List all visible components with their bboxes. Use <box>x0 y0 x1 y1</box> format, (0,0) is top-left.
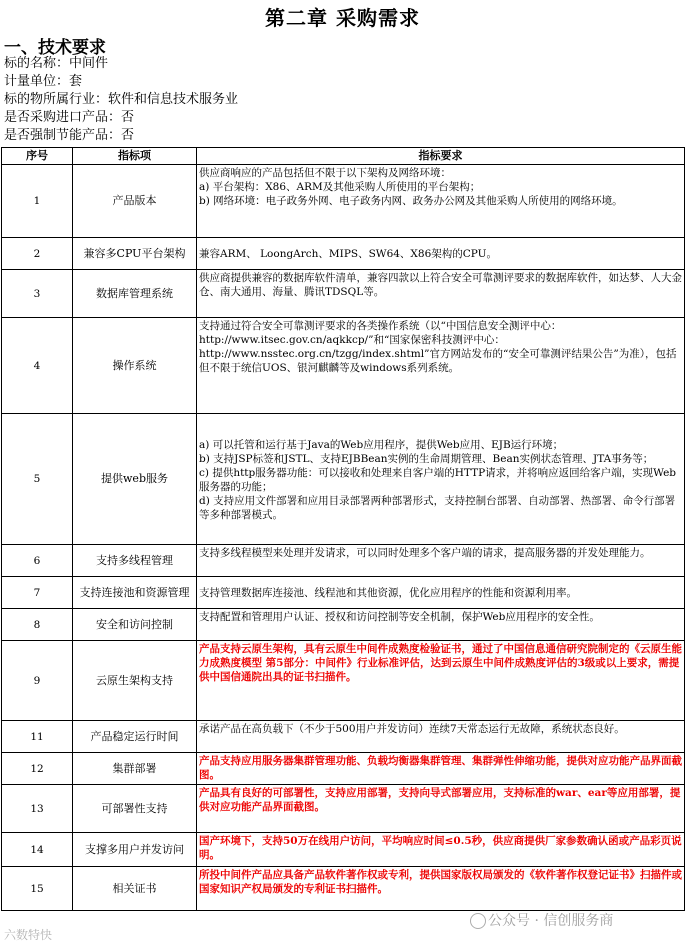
row-num: 12 <box>2 753 73 785</box>
row-requirement: 兼容ARM、 LoongArch、MIPS、SW64、X86架构的CPU。 <box>197 238 685 270</box>
table-row <box>2 577 685 609</box>
row-num: 13 <box>2 785 73 833</box>
row-num: 15 <box>2 867 73 911</box>
watermark-right <box>470 910 613 930</box>
table-row <box>2 721 685 753</box>
row-requirement: 支持配置和管理用户认证、授权和访问控制等安全机制，保护Web应用程序的安全性。 <box>197 609 685 641</box>
meta-unit: 计量单位：套 <box>4 74 83 89</box>
watermark-right-text: 公众号 · 信创服务商 <box>488 913 614 929</box>
row-requirement: 供应商提供兼容的数据库软件清单，兼容四款以上符合安全可靠测评要求的数据库软件，如达梦、人大金仓、南大通用、海量、腾讯TDSQL等。 <box>197 270 685 318</box>
row-num: 7 <box>2 577 73 609</box>
row-requirement: 承诺产品在高负载下（不少于500用户并发访问）连续7天常态运行无故障，系统状态良好。 <box>197 721 685 753</box>
table-row <box>2 414 685 545</box>
row-item: 支持连接池和资源管理 <box>73 577 197 609</box>
row-requirement: 产品支持云原生架构，具有云原生中间件成熟度检验证书，通过了中国信息通信研究院制定的《云原生能力成熟度模型 第5部分：中间件》行业标准评估，达到云原生中间件成熟度评估的3级或以上要求，需提供中国信通院出具的证书扫描件。 <box>197 641 685 721</box>
table-row <box>2 238 685 270</box>
row-requirement: 支持多线程模型来处理并发请求，可以同时处理多个客户端的请求，提高服务器的并发处理能力。 <box>197 545 685 577</box>
row-item: 数据库管理系统 <box>73 270 197 318</box>
row-num: 6 <box>2 545 73 577</box>
row-item: 产品稳定运行时间 <box>73 721 197 753</box>
row-item: 产品版本 <box>73 165 197 238</box>
row-num: 3 <box>2 270 73 318</box>
row-requirement: 产品具有良好的可部署性，支持应用部署，支持向导式部署应用，支持标准的war、ear等应用部署，提供对应功能产品界面截图。 <box>197 785 685 833</box>
wechat-icon <box>470 913 486 929</box>
table-row <box>2 641 685 721</box>
table-row <box>2 545 685 577</box>
table-row <box>2 270 685 318</box>
table-row <box>2 867 685 911</box>
table-row <box>2 609 685 641</box>
row-num: 2 <box>2 238 73 270</box>
requirement-line: 供应商响应的产品包括但不限于以下架构及网络环境： <box>199 167 451 179</box>
requirement-line: a) 平台架构：X86、ARM及其他采购人所使用的平台架构； <box>199 181 481 193</box>
row-requirement: 支持通过符合安全可靠测评要求的各类操作系统（以“中国信息安全测评中心：http://www.itsec.gov.cn/aqkkcp/”和“国家保密科技测评中心：http://www.nsstec.org.cn/tzgg/index.shtml”官方网站发布的“安全可靠测评结果公告”为准），包括但不限于统信UOS、银河麒麟等及windows系列系统。 <box>197 318 685 414</box>
row-num: 11 <box>2 721 73 753</box>
row-item: 操作系统 <box>73 318 197 414</box>
meta-subject-name: 标的名称：中间件 <box>4 56 109 71</box>
meta-import: 是否采购进口产品：否 <box>4 110 135 125</box>
requirement-line: b) 支持JSP标签和JSTL、支持EJBBean实例的生命周期管理、Bean实例状态管理、JTA事务等； <box>199 452 654 465</box>
section-title: 一、技术要求 <box>4 38 106 58</box>
table-row <box>2 785 685 833</box>
requirement-line: d) 支持应用文件部署和应用目录部署两种部署形式，支持控制台部署、自动部署、热部署、命令行部署等多种部署模式。 <box>199 494 676 521</box>
row-item: 集群部署 <box>73 753 197 785</box>
row-item: 云原生架构支持 <box>73 641 197 721</box>
row-item: 可部署性支持 <box>73 785 197 833</box>
row-requirement: 国产环境下，支持50万在线用户访问，平均响应时间≤0.5秒，供应商提供厂家参数确认函或产品彩页说明。 <box>197 833 685 867</box>
table-row <box>2 833 685 867</box>
requirement-line: b) 网络环境：电子政务外网、电子政务内网、政务办公网及其他采购人所使用的网络环境。 <box>199 195 623 207</box>
meta-energy-saving: 是否强制节能产品：否 <box>4 128 135 143</box>
meta-industry: 标的物所属行业：软件和信息技术服务业 <box>4 92 239 107</box>
row-item: 相关证书 <box>73 867 197 911</box>
row-requirement: 所投中间件产品应具备产品软件著作权或专利，提供国家版权局颁发的《软件著作权登记证书》扫描件或国家知识产权局颁发的专利证书扫描件。 <box>197 867 685 911</box>
row-num: 8 <box>2 609 73 641</box>
header-item: 指标项 <box>73 148 197 165</box>
row-num: 4 <box>2 318 73 414</box>
chapter-title: 第二章 采购需求 <box>265 6 420 30</box>
table-row <box>2 753 685 785</box>
row-requirement <box>197 165 685 238</box>
header-num: 序号 <box>2 148 73 165</box>
row-num: 5 <box>2 414 73 545</box>
table-row <box>2 318 685 414</box>
requirements-table <box>1 147 685 911</box>
table-header-row <box>2 148 685 165</box>
row-requirement <box>197 414 685 545</box>
row-requirement: 产品支持应用服务器集群管理功能、负载均衡器集群管理、集群弹性伸缩功能，提供对应功能产品界面截图。 <box>197 753 685 785</box>
requirement-line: c) 提供http服务器功能：可以接收和处理来自客户端的HTTP请求，并将响应返回给客户端，实现Web服务器的功能； <box>199 466 677 493</box>
watermark-left: 六数特快 <box>4 928 53 942</box>
requirement-line: a) 可以托管和运行基于Java的Web应用程序，提供Web应用、EJB运行环境； <box>199 438 564 451</box>
row-num: 1 <box>2 165 73 238</box>
row-item: 支持多线程管理 <box>73 545 197 577</box>
row-item: 安全和访问控制 <box>73 609 197 641</box>
row-item: 提供web服务 <box>73 414 197 545</box>
row-num: 9 <box>2 641 73 721</box>
row-requirement: 支持管理数据库连接池、线程池和其他资源，优化应用程序的性能和资源利用率。 <box>197 577 685 609</box>
row-item: 兼容多CPU平台架构 <box>73 238 197 270</box>
header-requirement: 指标要求 <box>197 148 685 165</box>
row-item: 支撑多用户并发访问 <box>73 833 197 867</box>
table-row <box>2 165 685 238</box>
row-num: 14 <box>2 833 73 867</box>
